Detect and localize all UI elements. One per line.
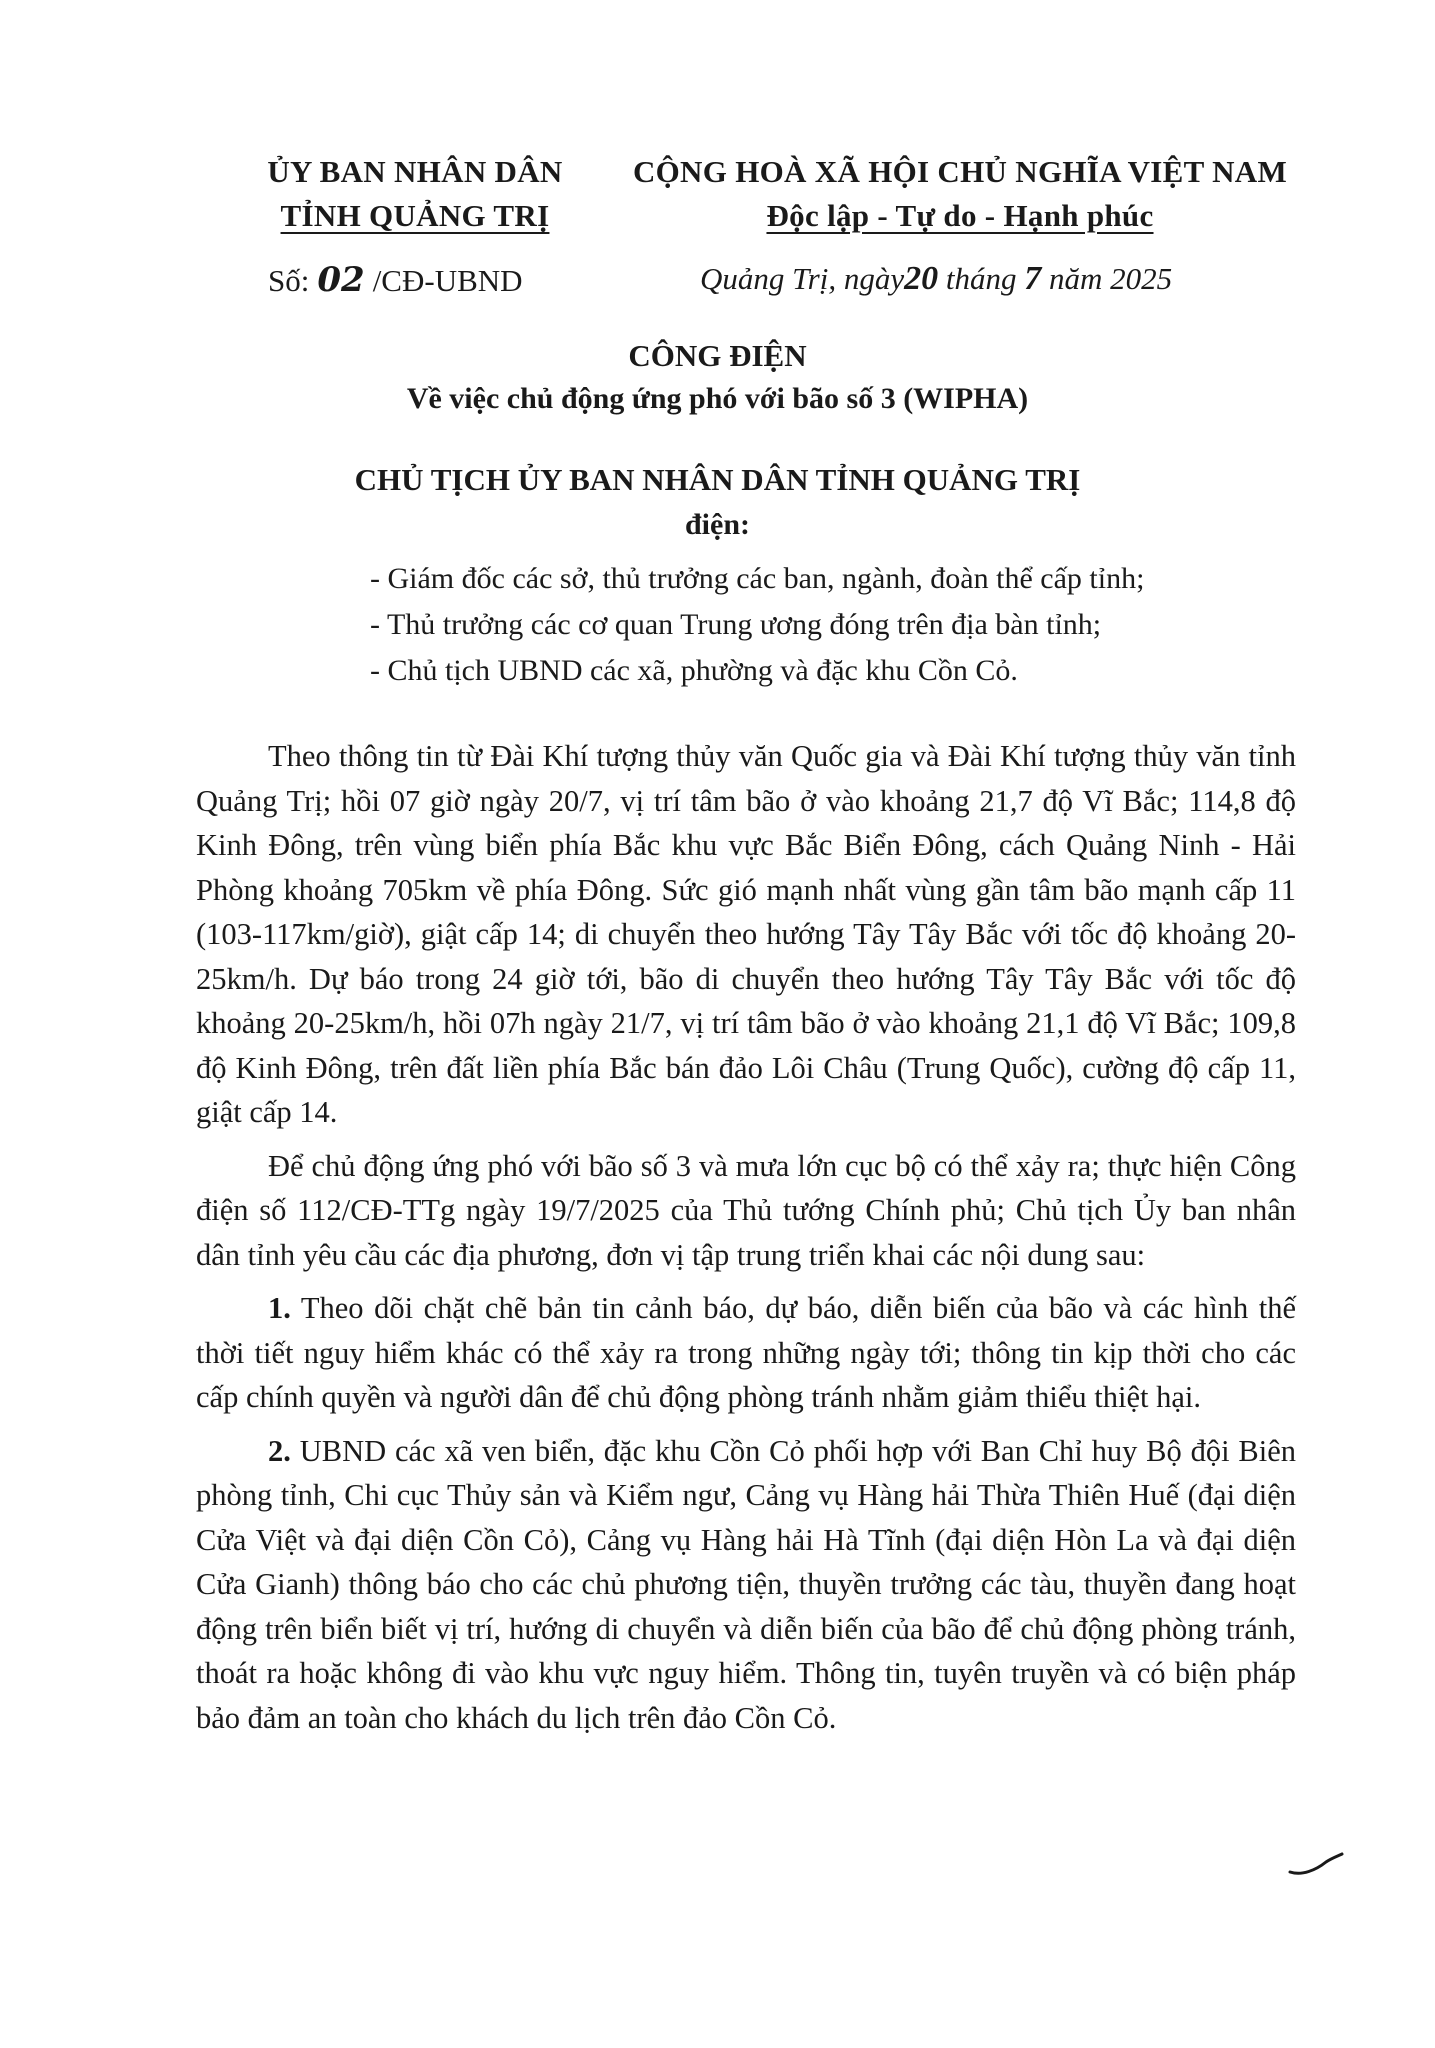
initial-mark-icon [1286,1850,1346,1880]
agency-line-2: TỈNH QUẢNG TRỊ [280,198,550,233]
handwritten-day: 20 [904,260,939,297]
place-and-date: Quảng Trị, ngày20 tháng 7 năm 2025 [700,260,1173,297]
document-number: Số: 02 /CĐ-UBND [268,260,523,300]
sender-title: CHỦ TỊCH ỦY BAN NHÂN DÂN TỈNH QUẢNG TRỊ [354,462,1081,497]
paragraph-weather-info: Theo thông tin từ Đài Khí tượng thủy văn Quốc gia và Đài Khí tượng thủy văn tỉnh Quảng Trị; hồi 07 giờ ngày 20/7, vị trí tâm bão ở vào khoảng 21,7 độ Vĩ Bắc; 114,8 độ Kinh Đông, trên vùng biển phía Bắc khu vực Bắc Biển Đông, cách Quảng Ninh - Hải Phòng khoảng 705km về phía Đông. Sức gió mạnh nhất vùng gần tâm bão mạnh cấp 11 (103-117km/giờ), giật cấp 14; di chuyển theo hướng Tây Tây Bắc với tốc độ khoảng 20-25km/h. Dự báo trong 24 giờ tới, bão di chuyển theo hướng Tây Tây Bắc với tốc độ khoảng 20-25km/h, hồi 07h ngày 21/7, vị trí tâm bão ở vào khoảng 21,1 độ Vĩ Bắc; 109,8 độ Kinh Đông, trên đất liền phía Bắc bán đảo Lôi Châu (Trung Quốc), cường độ cấp 11, giật cấp 14. [196,739,1296,1129]
recipient-item: - Thủ trưởng các cơ quan Trung ương đóng trên địa bàn tỉnh; [370,608,1102,641]
nation-line-1: CỘNG HOÀ XÃ HỘI CHỦ NGHĨA VIỆT NAM [632,154,1288,189]
item-1-number: 1. [268,1291,291,1325]
sender-action: điện: [684,508,750,541]
agency-line-1: ỦY BAN NHÂN DÂN [267,154,563,189]
issuing-agency [235,150,595,238]
document-subject: Về việc chủ động ứng phó với bão số 3 (WIPHA) [406,382,1029,415]
document-body [196,734,1296,1749]
paragraph-directive: Để chủ động ứng phó với bão số 3 và mưa lớn cục bộ có thể xảy ra; thực hiện Công điện số 112/CĐ-TTg ngày 19/7/2025 của Thủ tướng Chính phủ; Chủ tịch Ủy ban nhân dân tỉnh yêu cầu các địa phương, đơn vị tập trung triển khai các nội dung sau: [196,1148,1296,1272]
item-2: 2. UBND các xã ven biển, đặc khu Cồn Cỏ phối hợp với Ban Chỉ huy Bộ đội Biên phòng tỉnh, Chi cục Thủy sản và Kiểm ngư, Cảng vụ Hàng hải Thừa Thiên Huế (đại diện Cửa Việt và đại diện Cồn Cỏ), Cảng vụ Hàng hải Hà Tĩnh (đại diện Hòn La và đại diện Cửa Gianh) thông báo cho các chủ phương tiện, thuyền trưởng các tàu, thuyền đang hoạt động trên biển biết vị trí, hướng di chuyển và diễn biến của bão để chủ động phòng tránh, thoát ra hoặc không đi vào khu vực nguy hiểm. Thông tin, tuyên truyền và có biện pháp bảo đảm an toàn cho khách du lịch trên đảo Cồn Cỏ. [196,1433,1296,1735]
nation-motto: Độc lập - Tự do - Hạnh phúc [766,198,1154,233]
item-1: 1. Theo dõi chặt chẽ bản tin cảnh báo, dự báo, diễn biến của bão và các hình thế thời tiết nguy hiểm khác có thể xảy ra trong những ngày tới; thông tin kịp thời cho các cấp chính quyền và người dân để chủ động phòng tránh nhằm giảm thiểu thiệt hại. [196,1291,1296,1414]
handwritten-month: 7 [1024,260,1042,297]
recipient-item: - Giám đốc các sở, thủ trưởng các ban, ngành, đoàn thể cấp tỉnh; [370,562,1145,595]
handwritten-number: 02 [317,260,365,300]
recipient-list [370,556,1270,694]
recipient-item: - Chủ tịch UBND các xã, phường và đặc khu Cồn Cỏ. [370,654,1018,687]
item-2-number: 2. [268,1433,291,1468]
national-heading [600,150,1320,238]
document-type: CÔNG ĐIỆN [628,338,807,373]
